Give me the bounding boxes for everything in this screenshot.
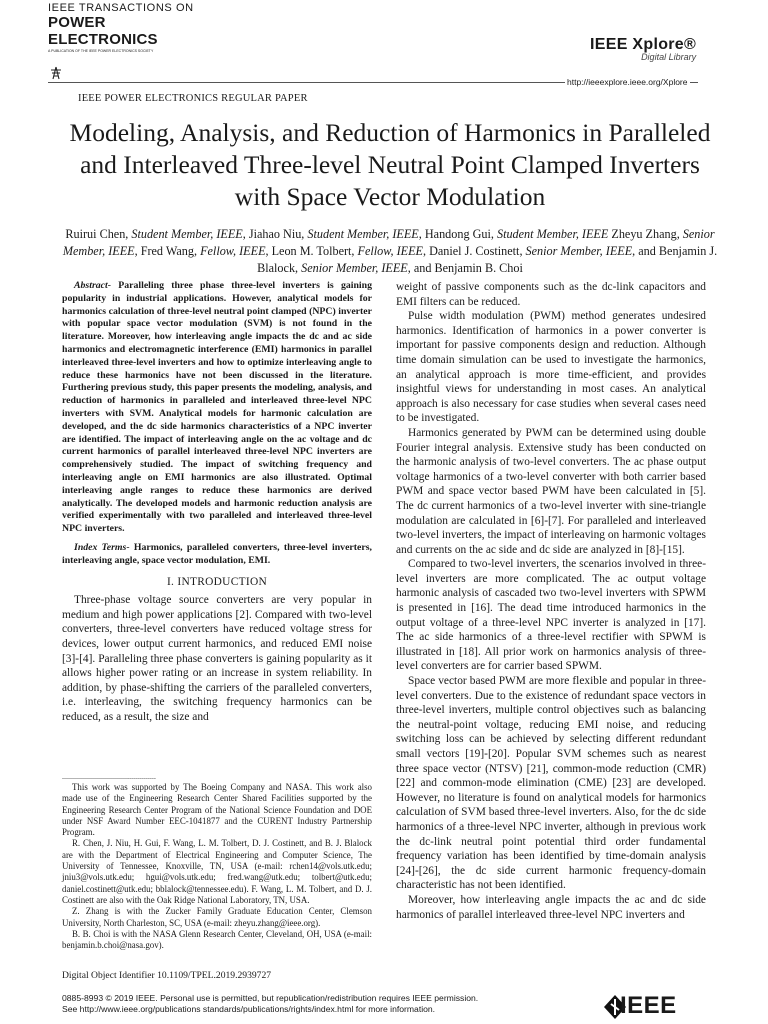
journal-top-line: IEEE TRANSACTIONS ON — [48, 2, 194, 14]
journal-name — [48, 14, 208, 48]
copyright-notice — [62, 993, 582, 1015]
footnotes — [62, 782, 372, 951]
xplore-url[interactable]: http://ieeexplore.ieee.org/Xplore — [567, 77, 688, 87]
author-name: Zheyu Zhang, — [611, 227, 683, 241]
author-separator: , and — [632, 244, 659, 258]
body-paragraph: Compared to two-level inverters, the scenarios involved in three-level inverters are more complicated. The ac output voltage harmonic analysis of cascaded two two-level inverters with SPWM is presented in [16]. The dead time introduced harmonics in the output voltage of a three-level NPC inverter is analyzed in [17]. The ac side harmonics of a three-level rectifier with SPWM is illustrated in [18]. All prior work on harmonics analysis of three-level converters are for carrier based SPWM. — [396, 558, 706, 673]
copyright-text: 0885-8993 © 2019 IEEE. Personal use is permitted, but republication/redistribution requires IEEE permission. — [62, 993, 479, 1003]
footnote-funding: This work was supported by The Boeing Company and NASA. This work also made use of the Engineering Research Center Shared Facilities supported by the Engineering Research Center Program of the National Science Foundation and DOE under NSF Award Number EEC-1041877 and the CURENT Industry Partnership Program. — [62, 782, 372, 838]
index-terms — [62, 542, 372, 568]
author-separator: , — [134, 244, 141, 258]
body-paragraph: Three-phase voltage source converters are very popular in medium and high power applications [2]. Compared with two-level converters, three-level converters have reduced voltage stress for devices, lower output current harmonics, and reduced EMI noise [3]-[4]. Paralleling three phase converters is gaining popularity as it allows higher power rating or an increase in system reliability. In addition, by phase-shifting the carriers of the paralleled converters, i.e. interleaving, the switching frequency harmonics can be reduced, as a result, the size and — [62, 594, 372, 723]
author-name: Leon M. Tolbert, — [271, 244, 358, 258]
body-paragraph: Pulse width modulation (PWM) method generates undesired harmonics. Identification of harmonics in a power converter is important for passive components design and reduction. Although time domain simulation can be used to investigate the harmonics, an analytical approach is more time-efficient, and provides insightful views for understanding in most cases. An analytical approach is also necessary for case studies when several cases need to be investigated. — [396, 310, 706, 425]
ieee-logo-text: IEEE — [620, 992, 677, 1019]
author-name: Daniel J. Costinett, — [429, 244, 526, 258]
author-name: Handong Gui, — [424, 227, 497, 241]
footnote-affiliation-utk: R. Chen, J. Niu, H. Gui, F. Wang, L. M. Tolbert, D. J. Costinett, and B. J. Blalock are with the Department of Electrical Engineering and Computer Science, The University of Tennessee, Knoxville, TN, USA (e-mail: rchen14@vols.utk.edu; jniu3@vols.utk.edu; hgui@vols.utk.edu; fred.wang@utk.edu; tolbert@utk.edu; daniel.costinett@utk.edu; bblalock@tennessee.edu). F. Wang, L. M. Tolbert, and D. J. Costinett are also with the Oak Ridge National Laboratory, TN, USA. — [62, 838, 372, 905]
author-membership: Student Member, IEEE — [307, 227, 419, 241]
journal-tagline: A PUBLICATION OF THE IEEE POWER ELECTRONICS SOCIETY — [48, 49, 154, 53]
paper-title: Modeling, Analysis, and Reduction of Harmonics in Paralleled and Interleaved Three-level Neutral Point Clamped Inverters with Space Vector Modulation — [69, 118, 711, 211]
paper-type-label: IEEE POWER ELECTRONICS REGULAR PAPER — [78, 93, 308, 104]
xplore-subtitle: Digital Library — [641, 52, 697, 62]
author-name: Fred Wang, — [140, 244, 201, 258]
ieee-xplore-brand — [590, 36, 696, 62]
body-paragraph: Space vector based PWM are more flexible and popular in three-level converters. Due to the existence of redundant space vectors in three-level inverters, multiple control objectives such as balancing the neutral-point voltage, reducing EMI noise, and reducing switching loss can be achieved by selecting different redundant small vectors [19]-[20]. Popular SVM schemes such as nearest three space vector (NTSV) [21], common-mode reduction (CMR) [22] and common-mode elimination (CME) [23] are developed. However, no literature is found on analytical models for harmonics calculation of SVM based three-level inverters. Also, for the dc side harmonics of a three-level NPC inverter, although in previous work the dc-link neutral point potential third order fundamental frequency variation has been identified by time-domain analysis [24]-[26], the dc side current harmonic frequency-domain characteristic has not been identified. — [396, 675, 706, 892]
author-membership: Fellow, IEEE — [357, 244, 423, 258]
body-paragraph: Moreover, how interleaving angle impacts the ac and dc side harmonics of parallel interleaved three-level NPC inverters and — [396, 893, 706, 921]
footnote-rule: ----------------------------------------------- — [62, 776, 156, 782]
left-column — [62, 280, 372, 724]
author-membership: Fellow, IEEE — [200, 244, 266, 258]
abstract — [62, 280, 372, 536]
author-list — [60, 226, 720, 277]
author-separator: , — [265, 244, 272, 258]
author-separator: , and — [407, 261, 435, 275]
author-membership: Senior Member, IEEE — [301, 261, 408, 275]
author-membership: Student Member, IEEE — [131, 227, 243, 241]
author-name: Benjamin J. Blalock, — [257, 244, 718, 275]
journal-name-line-1: POWER — [48, 14, 106, 31]
footnote-affiliation-clemson: Z. Zhang is with the Zucker Family Graduate Education Center, Clemson University, North Charleston, SC, USA (e-mail: zheyu.zhang@ieee.org). — [62, 906, 372, 928]
author-separator: , — [422, 244, 430, 258]
author-membership: Senior Member, IEEE — [62, 227, 715, 258]
abstract-text: Paralleling three phase three-level inverters is gaining popularity in industrial applications. However, analytical models for harmonics calculation of three-level neutral point clamped (NPC) inverter with popular space vector modulation (SVM) is not found in the literature. Moreover, how interleaving angle impacts the dc and ac side harmonics and electromagnetic interference (EMI) harmonics in parallel interleaved three-level inverters and how to optimize interleaving angle to reduce these harmonics have not been discussed in the literature. Furthering previous study, this paper presents the modeling, analysis, and reduction of harmonics in paralleled and interleaved three-level NPC inverters with SVM. Analytical models for harmonic calculation are developed, and the dc side harmonics characteristics of a NPC inverter are identified. The impact of interleaving angle on the ac voltage and dc current harmonics of parallel interleaved three-level NPC inverters are comprehensively studied. The impact of switching frequency and interleaving angle on EMI harmonics are also illustrated. Optimal interleaving angle ranges to reduce these harmonics are derived analytically. The developed models and harmonic reduction analysis are verified experimentally with two paralleled and interleaved three-level NPC inverters. — [62, 280, 372, 535]
author-name: Benjamin B. Choi — [434, 261, 523, 275]
footnote-affiliation-nasa: B. B. Choi is with the NASA Glenn Research Center, Cleveland, OH, USA (e-mail: benjamin.b.choi@nasa.gov). — [62, 928, 372, 951]
body-paragraph: Harmonics generated by PWM can be determined using double Fourier integral analysis. Extensive study has been conducted on the harmonic analysis of two-level converters. The ac phase output voltage harmonics of a two-level converter with both carrier based PWM and space vector based PWM have been calculated in [5]. The dc current harmonics of a two-level inverter with sine-triangle modulation are calculated in [6]-[7]. For paralleled and interleaved two-level inverters, the impact of interleaving on harmonic voltages and currents on the ac side and dc side are analyzed in [8]-[15]. — [396, 426, 706, 556]
body-paragraph: weight of passive components such as the dc-link capacitors and EMI filters can be reduced. — [396, 281, 706, 308]
abstract-label: Abstract- — [74, 280, 112, 291]
transmission-tower-icon — [49, 66, 63, 80]
journal-masthead — [48, 2, 208, 54]
journal-name-line-2: ELECTRONICS — [48, 31, 158, 48]
author-name: Ruirui Chen, — [65, 227, 132, 241]
author-separator: , — [242, 227, 249, 241]
right-column — [396, 280, 706, 922]
author-membership: Senior Member, IEEE — [525, 244, 633, 258]
section-heading: I. INTRODUCTION — [166, 575, 268, 588]
author-separator: , — [418, 227, 425, 241]
xplore-name: IEEE Xplore® — [590, 36, 697, 53]
index-terms-text: Harmonics, paralleled converters, three-level inverters, interleaving angle, space vector modulation, EMI. — [62, 541, 372, 566]
doi: Digital Object Identifier 10.1109/TPEL.2019.2939727 — [62, 970, 272, 981]
author-name: Jiahao Niu, — [248, 227, 308, 241]
rights-url[interactable]: See http://www.ieee.org/publications standards/publications/rights/index.html for more information. — [62, 1004, 436, 1014]
author-membership: Student Member, IEEE — [496, 227, 609, 241]
index-terms-label: Index Terms- — [74, 541, 130, 553]
